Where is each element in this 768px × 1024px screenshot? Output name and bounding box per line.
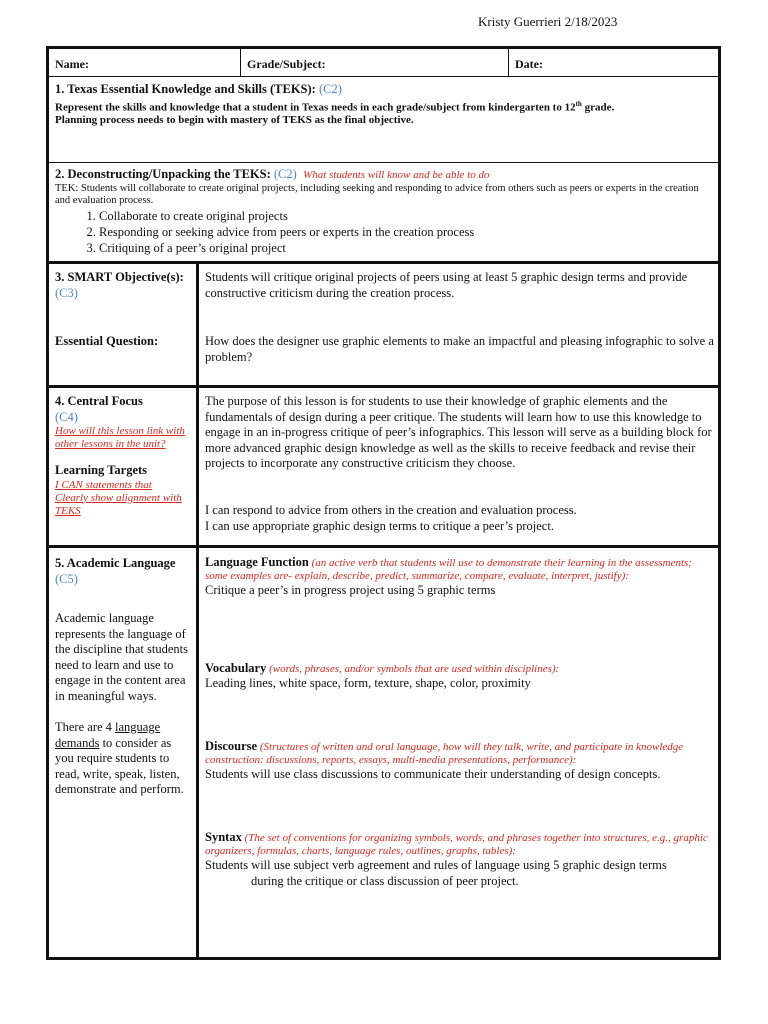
discourse-block xyxy=(205,740,717,783)
vocabulary-label: Vocabulary xyxy=(205,661,267,675)
syntax-text-line1: Students will use subject verb agreement and rules of language using 5 graphic design terms xyxy=(205,858,667,872)
language-function-label: Language Function xyxy=(205,555,309,569)
column-divider xyxy=(196,264,199,957)
deconstruct-hint: What students will know and be able to do xyxy=(303,169,490,181)
discourse-hint: (Structures of written and oral language, how will they talk, write, and participate in knowledge construction: discussions, reports, essays, multi-media presentations, performance): xyxy=(205,741,684,766)
learning-targets-hint: I CAN statements that Clearly show alignment with TEKS xyxy=(55,478,182,517)
divider xyxy=(508,49,509,76)
divider xyxy=(49,545,718,548)
syntax-text-line2: during the critique or class discussion of peer project. xyxy=(251,873,519,888)
language-function-hint: (an active verb that students will use to demonstrate their learning in the assessments; some examples are- explain, describe, predict, summarize, compare, evaluate, interpret, justify): xyxy=(205,557,692,582)
vocabulary-hint: (words, phrases, and/or symbols that are used within disciplines): xyxy=(269,663,560,675)
academic-language-code: (C5) xyxy=(55,571,78,586)
language-function-block xyxy=(205,556,717,599)
divider xyxy=(49,261,718,264)
language-demands-note: There are 4 language demands to consider as you require students to read, write, speak, listen, demonstrate and perform. xyxy=(55,720,184,796)
tek-items-list xyxy=(55,208,715,256)
teks-title: 1. Texas Essential Knowledge and Skills (TEKS): xyxy=(55,82,319,96)
deconstruct-section xyxy=(55,167,715,256)
tek-statement: TEK: Students will collaborate to create original projects, including seeking and responding to advice from others such as peers or experts in the creation and evaluation process. xyxy=(55,182,699,206)
teks-section xyxy=(55,82,715,127)
lesson-plan-table xyxy=(46,46,721,960)
academic-language-description: Academic language represents the language of the discipline that students need to learn and use to engage in the content area in meaningful ways. xyxy=(55,611,188,703)
central-focus-code: (C4) xyxy=(55,409,78,424)
central-focus-label: 4. Central Focus (C4) How will this lesson link with other lessons in the unit? Learning Targets I CAN statements that Clearly show alignment with TEKS xyxy=(55,394,185,517)
syntax-block xyxy=(205,831,717,889)
smart-code: (C3) xyxy=(55,285,78,300)
name-label: Name: xyxy=(55,57,89,71)
syntax-label: Syntax xyxy=(205,830,242,844)
divider xyxy=(49,76,718,77)
central-focus-hint: How will this lesson link with other lessons in the unit? xyxy=(55,425,185,450)
vocabulary-block xyxy=(205,662,717,692)
language-function-text: Critique a peer’s in progress project using 5 graphic terms xyxy=(205,583,496,597)
essential-question-text: How does the designer use graphic elements to make an impactful and pleasing infographic to solve a problem? xyxy=(205,334,714,364)
smart-label: 3. SMART Objective(s): (C3) xyxy=(55,270,184,300)
vocabulary-text: Leading lines, white space, form, texture, shape, color, proximity xyxy=(205,676,531,690)
list-item: 3. Critiquing of a peer’s original project xyxy=(99,240,715,256)
grade-subject-label: Grade/Subject: xyxy=(247,57,326,71)
teks-code: (C2) xyxy=(318,82,342,96)
central-focus-text: The purpose of this lesson is for students to use their knowledge of graphic elements and the fundamentals of design during a peer critique. The students will learn how to use this knowledge to engage in an in-progress critique of peer’s infographics. This lesson will serve as a building block for more advanced graphic design knowledge as well as the skills to receive feedback and revise their projects to incorporate any constructive criticism they choose. xyxy=(205,394,712,470)
learning-target-1: I can respond to advice from others in the creation and evaluation process. xyxy=(205,503,577,517)
discourse-label: Discourse xyxy=(205,739,258,753)
deconstruct-title: 2. Deconstructing/Unpacking the TEKS: xyxy=(55,167,274,181)
deconstruct-code: (C2) xyxy=(273,167,297,181)
academic-language-label: 5. Academic Language (C5) Academic language represents the language of the discipline that students need to learn and use to engage in the content area in meaningful ways. There are 4 language demands to consider as you require students to read, write, speak, listen, demonstrate and perform. xyxy=(55,556,193,798)
list-item: 1. Collaborate to create original projects xyxy=(99,208,715,224)
date-label: Date: xyxy=(515,57,543,71)
list-item: 2. Responding or seeking advice from peers or experts in the creation process xyxy=(99,224,715,240)
smart-objective-text: Students will critique original projects of peers using at least 5 graphic design terms and provide constructive criticism during the creation process. xyxy=(205,270,688,300)
divider xyxy=(49,162,718,163)
discourse-text: Students will use class discussions to communicate their understanding of design concepts. xyxy=(205,767,661,781)
divider xyxy=(49,385,718,388)
syntax-hint: (The set of conventions for organizing symbols, words, and phrases together into structures, e.g., graphic organizers, formulas, charts, language rules, outlines, graphs, tables): xyxy=(205,832,708,857)
learning-targets-label: Learning Targets xyxy=(55,463,148,477)
teks-description: Represent the skills and knowledge that a student in Texas needs in each grade/subject from kindergarten to 12th grade. xyxy=(55,99,615,114)
teks-planning-note: Planning process needs to begin with mastery of TEKS as the final objective. xyxy=(55,114,414,127)
learning-target-2: I can use appropriate graphic design terms to critique a peer’s project. xyxy=(205,519,554,533)
essential-question-label: Essential Question: xyxy=(55,334,159,348)
divider xyxy=(240,49,241,76)
author-date-line: Kristy Guerrieri 2/18/2023 xyxy=(478,14,618,29)
